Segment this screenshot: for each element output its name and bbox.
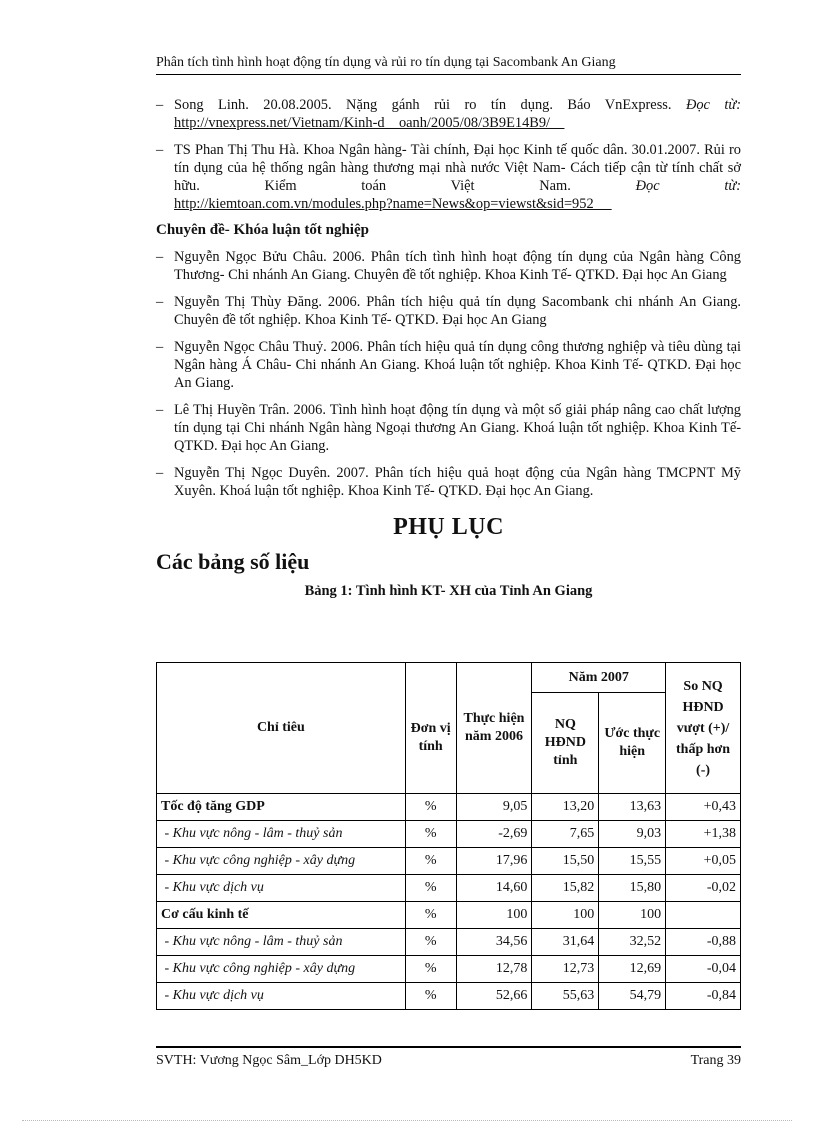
cell-nq-hdnd: 15,50 xyxy=(532,848,599,875)
cell-nq-hdnd: 7,65 xyxy=(532,821,599,848)
cell-indicator: Cơ cấu kinh tế xyxy=(157,902,406,929)
reference-item xyxy=(156,248,741,284)
cell-indicator: - Khu vực nông - lâm - thuỷ sản xyxy=(157,821,406,848)
reference-text: Song Linh. 20.08.2005. Nặng gánh rủi ro tín dụng. Báo VnExpress. xyxy=(174,97,686,113)
cell-estimate: 15,80 xyxy=(599,875,666,902)
cell-unit: % xyxy=(405,821,456,848)
references-online xyxy=(156,96,741,213)
reference-text: Nguyễn Thị Thùy Đăng. 2006. Phân tích hiệu quả tín dụng Sacombank chi nhánh An Giang. Chuyên đề tốt nghiệp. Khoa Kinh Tế- QTKD. Đại học An Giang xyxy=(174,294,741,328)
cell-nq-hdnd: 13,20 xyxy=(532,794,599,821)
section-title: Chuyên đề- Khóa luận tốt nghiệp xyxy=(156,222,369,238)
table-row xyxy=(157,902,741,929)
cell-unit: % xyxy=(405,794,456,821)
reference-link[interactable]: http://vnexpress.net/Vietnam/Kinh-d oanh/2005/08/3B9E14B9/ xyxy=(174,115,565,131)
cell-nq-hdnd: 12,73 xyxy=(532,956,599,983)
cell-indicator: - Khu vực công nghiệp - xây dựng xyxy=(157,848,406,875)
reference-read-from: Đọc từ: xyxy=(635,178,741,194)
dash-bullet: – xyxy=(156,339,164,355)
table-body xyxy=(157,794,741,1010)
cell-compare: -0,04 xyxy=(666,956,741,983)
dash-bullet: – xyxy=(156,465,164,481)
dash-bullet: – xyxy=(156,142,164,158)
cell-unit: % xyxy=(405,902,456,929)
col-header-indicator: Chỉ tiêu xyxy=(157,663,406,794)
col-header-nq-hdnd: NQ HĐND tỉnh xyxy=(532,693,599,794)
data-table xyxy=(156,662,741,1010)
cell-unit: % xyxy=(405,848,456,875)
reference-item xyxy=(156,338,741,392)
page-content xyxy=(156,96,741,600)
appendix-title: PHỤ LỤC xyxy=(393,514,504,540)
cell-estimate: 9,03 xyxy=(599,821,666,848)
cell-estimate: 15,55 xyxy=(599,848,666,875)
running-header xyxy=(156,55,741,75)
reference-text: Nguyễn Ngọc Châu Thuỷ. 2006. Phân tích hiệu quả tín dụng công thương nghiệp và tiêu dùng tại Ngân hàng Á Châu- Chi nhánh An Giang. Khoá luận tốt nghiệp. Khoa Kinh Tế- QTKD. Đại học An Giang. xyxy=(174,339,741,391)
dash-bullet: – xyxy=(156,97,164,113)
footer-page-number: Trang 39 xyxy=(690,1053,741,1068)
cell-estimate: 12,69 xyxy=(599,956,666,983)
table-caption: Bảng 1: Tình hình KT- XH của Tỉnh An Giang xyxy=(304,583,593,599)
cell-nq-hdnd: 31,64 xyxy=(532,929,599,956)
cell-actual-2006: 34,56 xyxy=(456,929,532,956)
table-row xyxy=(157,983,741,1010)
reference-text: TS Phan Thị Thu Hà. Khoa Ngân hàng- Tài chính, Đại học Kinh tế quốc dân. 30.01.2007. Rủi ro tín dụng của hệ thống ngân hàng thương mại nhà nước Việt Nam- Cách tiếp cận từ tính chất sở hữu. Kiểm toán Việt Nam. xyxy=(174,142,741,194)
cell-actual-2006: 12,78 xyxy=(456,956,532,983)
references-theses xyxy=(156,248,741,500)
cell-compare: -0,84 xyxy=(666,983,741,1010)
cell-compare: -0,02 xyxy=(666,875,741,902)
table-row xyxy=(157,956,741,983)
cell-unit: % xyxy=(405,875,456,902)
cell-unit: % xyxy=(405,956,456,983)
reference-item xyxy=(156,293,741,329)
cell-compare: +0,05 xyxy=(666,848,741,875)
cell-indicator: - Khu vực nông - lâm - thuỷ sản xyxy=(157,929,406,956)
cell-indicator: Tốc độ tăng GDP xyxy=(157,794,406,821)
col-header-actual-2006: Thực hiện năm 2006 xyxy=(456,663,532,794)
cell-compare: -0,88 xyxy=(666,929,741,956)
col-header-unit: Đơn vị tính xyxy=(405,663,456,794)
reference-text: Nguyễn Thị Ngọc Duyên. 2007. Phân tích hiệu quả hoạt động của Ngân hàng TMCPNT Mỹ Xuyên. Khoá luận tốt nghiệp. Khoa Kinh Tế- QTKD. Đại học An Giang. xyxy=(174,465,741,499)
page-footer xyxy=(156,1046,741,1069)
reference-item xyxy=(156,401,741,455)
dash-bullet: – xyxy=(156,249,164,265)
col-header-compare: So NQ HĐND vượt (+)/ thấp hơn (-) xyxy=(666,663,741,794)
cell-unit: % xyxy=(405,929,456,956)
dash-bullet: – xyxy=(156,402,164,418)
cell-indicator: - Khu vực công nghiệp - xây dựng xyxy=(157,956,406,983)
page-boundary-divider xyxy=(22,1120,792,1121)
cell-actual-2006: -2,69 xyxy=(456,821,532,848)
cell-estimate: 100 xyxy=(599,902,666,929)
col-header-year-2007: Năm 2007 xyxy=(532,663,666,693)
table-row xyxy=(157,794,741,821)
cell-nq-hdnd: 15,82 xyxy=(532,875,599,902)
footer-author: SVTH: Vương Ngọc Sâm_Lớp DH5KD xyxy=(156,1053,382,1068)
cell-unit: % xyxy=(405,983,456,1010)
col-header-estimate: Ước thực hiện xyxy=(599,693,666,794)
tables-heading: Các bảng số liệu xyxy=(156,549,310,574)
cell-actual-2006: 9,05 xyxy=(456,794,532,821)
cell-actual-2006: 17,96 xyxy=(456,848,532,875)
cell-nq-hdnd: 100 xyxy=(532,902,599,929)
cell-actual-2006: 100 xyxy=(456,902,532,929)
cell-compare: +0,43 xyxy=(666,794,741,821)
reference-text: Lê Thị Huyền Trân. 2006. Tình hình hoạt động tín dụng và một số giải pháp nâng cao chất lượng tín dụng tại Chi nhánh Ngân hàng Ngoại thương An Giang. Khoá luận tốt nghiệp. Khoa Kinh Tế- QTKD. Đại học An Giang. xyxy=(174,402,741,454)
cell-actual-2006: 14,60 xyxy=(456,875,532,902)
dash-bullet: – xyxy=(156,294,164,310)
table-row xyxy=(157,848,741,875)
reference-text: Nguyễn Ngọc Bửu Châu. 2006. Phân tích tình hình hoạt động tín dụng của Ngân hàng Công Thương- Chi nhánh An Giang. Chuyên đề tốt nghiệp. Khoa Kinh Tế- QTKD. Đại học An Giang xyxy=(174,249,741,283)
cell-indicator: - Khu vực dịch vụ xyxy=(157,983,406,1010)
reference-link[interactable]: http://kiemtoan.com.vn/modules.php?name=News&op=viewst&sid=952 xyxy=(174,196,612,212)
header-title: Phân tích tình hình hoạt động tín dụng và rủi ro tín dụng tại Sacombank An Giang xyxy=(156,55,616,70)
cell-indicator: - Khu vực dịch vụ xyxy=(157,875,406,902)
cell-estimate: 13,63 xyxy=(599,794,666,821)
cell-estimate: 54,79 xyxy=(599,983,666,1010)
reference-item xyxy=(156,141,741,213)
table-row xyxy=(157,875,741,902)
cell-estimate: 32,52 xyxy=(599,929,666,956)
table-row xyxy=(157,821,741,848)
table-row xyxy=(157,929,741,956)
cell-compare xyxy=(666,902,741,929)
cell-actual-2006: 52,66 xyxy=(456,983,532,1010)
reference-item xyxy=(156,464,741,500)
reference-item xyxy=(156,96,741,132)
reference-read-from: Đọc từ: xyxy=(685,97,741,113)
cell-compare: +1,38 xyxy=(666,821,741,848)
cell-nq-hdnd: 55,63 xyxy=(532,983,599,1010)
